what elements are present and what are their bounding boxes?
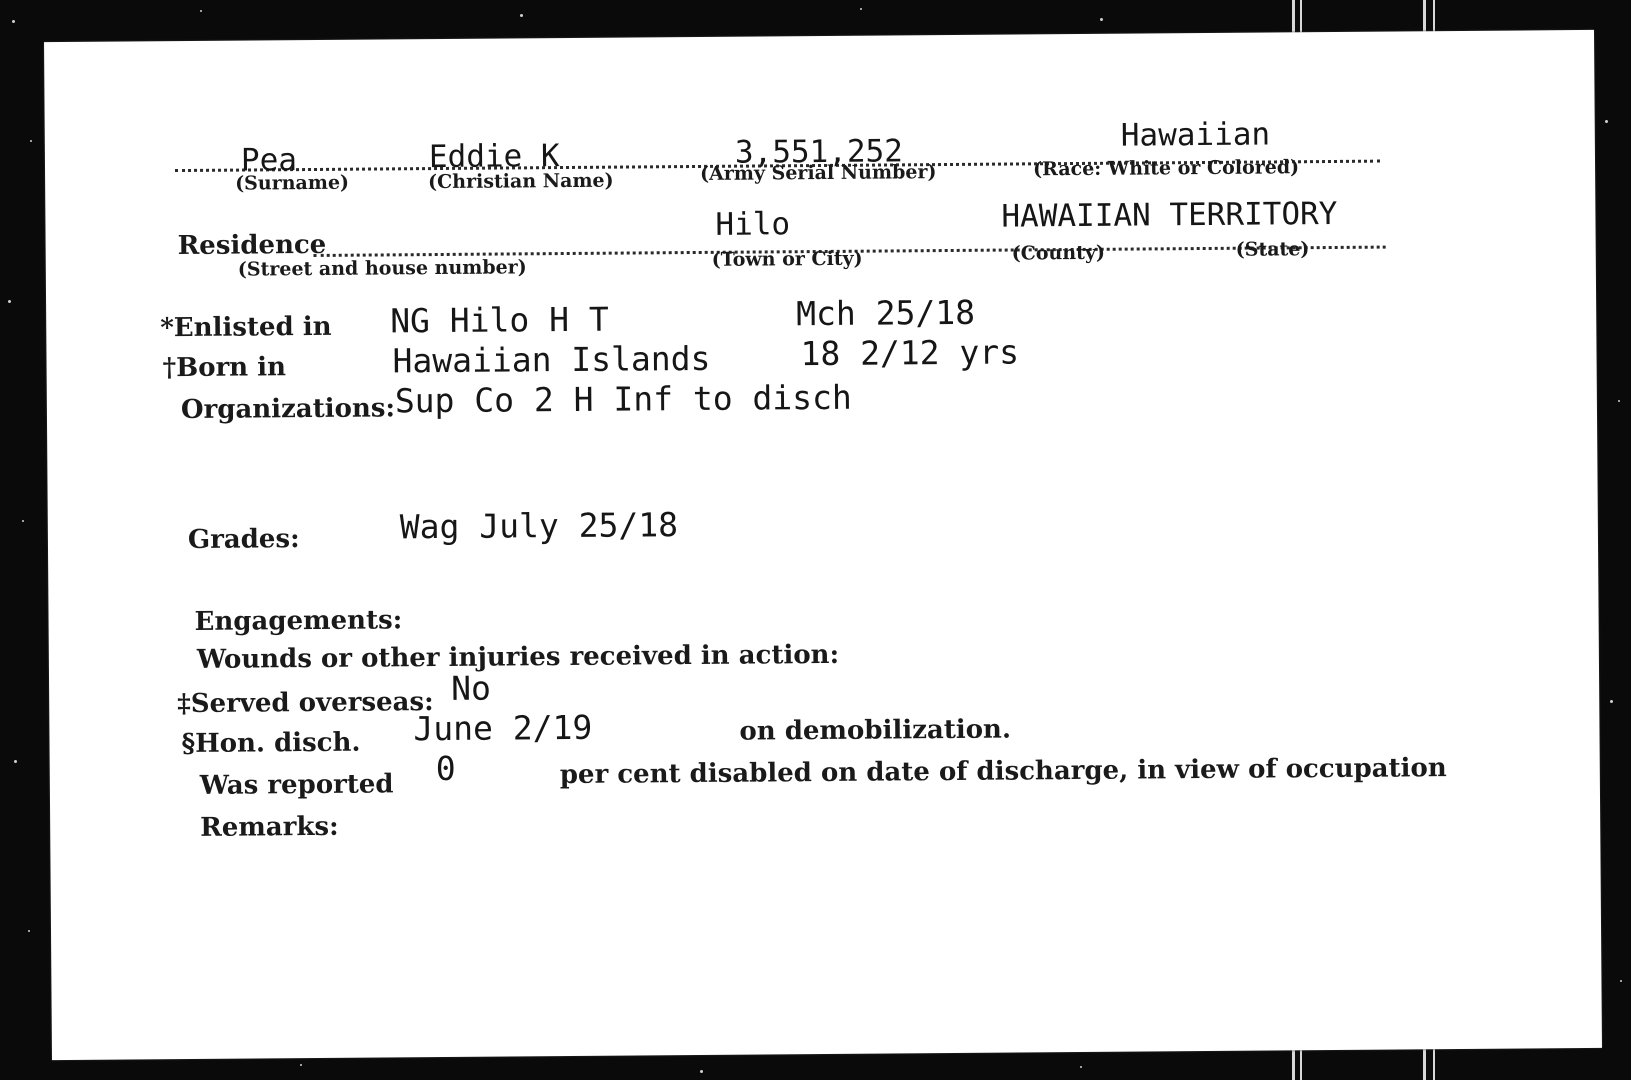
discharge-suffix: on demobilization. bbox=[739, 714, 1012, 747]
grades-value: Wag July 25/18 bbox=[399, 505, 679, 547]
county-value: HAWAIIAN TERRITORY bbox=[1001, 195, 1338, 235]
town-value: Hilo bbox=[715, 206, 791, 243]
service-record-card bbox=[44, 30, 1602, 1060]
film-speck bbox=[1080, 1066, 1082, 1068]
discharge-date: June 2/19 bbox=[413, 707, 593, 749]
film-speck bbox=[12, 20, 15, 23]
race-caption: (Race: White or Colored) bbox=[1032, 156, 1300, 181]
enlisted-date: Mch 25/18 bbox=[796, 292, 976, 334]
christian-name-value: Eddie K bbox=[428, 138, 560, 176]
disability-value: 0 bbox=[435, 748, 456, 789]
remarks-label: Remarks: bbox=[200, 811, 339, 843]
surname-caption: (Surname) bbox=[235, 171, 350, 195]
christian-name-caption: (Christian Name) bbox=[428, 169, 614, 194]
wounds-label: Wounds or other injuries received in action: bbox=[196, 639, 840, 675]
street-caption: (Street and house number) bbox=[237, 256, 527, 281]
film-speck bbox=[1618, 400, 1620, 402]
film-speck bbox=[1620, 980, 1622, 982]
residence-label: Residence bbox=[177, 229, 327, 262]
race-value: Hawaiian bbox=[1120, 116, 1271, 154]
film-speck bbox=[700, 1070, 703, 1073]
grades-label: Grades: bbox=[187, 524, 300, 555]
film-speck bbox=[28, 930, 30, 932]
film-speck bbox=[22, 520, 24, 522]
film-speck bbox=[300, 1064, 302, 1066]
served-overseas-value: No bbox=[450, 668, 492, 708]
town-caption: (Town or City) bbox=[711, 247, 863, 271]
born-place: Hawaiian Islands bbox=[392, 338, 711, 381]
surname-value: Pea bbox=[240, 142, 298, 179]
film-speck bbox=[1100, 18, 1103, 21]
film-speck bbox=[1605, 120, 1608, 123]
organizations-label: Organizations: bbox=[180, 393, 396, 426]
born-label: †Born in bbox=[162, 352, 287, 384]
film-speck bbox=[1610, 700, 1613, 703]
serial-number-value: 3,551,252 bbox=[734, 133, 904, 171]
film-speck bbox=[520, 14, 523, 17]
serial-number-caption: (Army Serial Number) bbox=[699, 161, 937, 185]
disability-suffix: per cent disabled on date of discharge, in view of occupation bbox=[559, 753, 1447, 791]
state-caption: (State) bbox=[1235, 238, 1310, 261]
engagements-label: Engagements: bbox=[194, 605, 403, 637]
film-speck bbox=[14, 760, 17, 763]
film-speck bbox=[8, 300, 11, 303]
film-speck bbox=[860, 8, 862, 10]
film-speck bbox=[200, 10, 202, 12]
county-caption: (County) bbox=[1011, 241, 1106, 265]
film-speck bbox=[30, 140, 32, 142]
discharge-label: §Hon. disch. bbox=[181, 727, 361, 760]
enlisted-place: NG Hilo H T bbox=[390, 299, 609, 341]
born-age: 18 2/12 yrs bbox=[800, 332, 1020, 374]
organizations-value: Sup Co 2 H Inf to disch bbox=[394, 377, 852, 421]
served-overseas-label: ‡Served overseas: bbox=[177, 687, 434, 720]
disability-label: Was reported bbox=[199, 769, 394, 801]
enlisted-label: *Enlisted in bbox=[160, 311, 332, 344]
